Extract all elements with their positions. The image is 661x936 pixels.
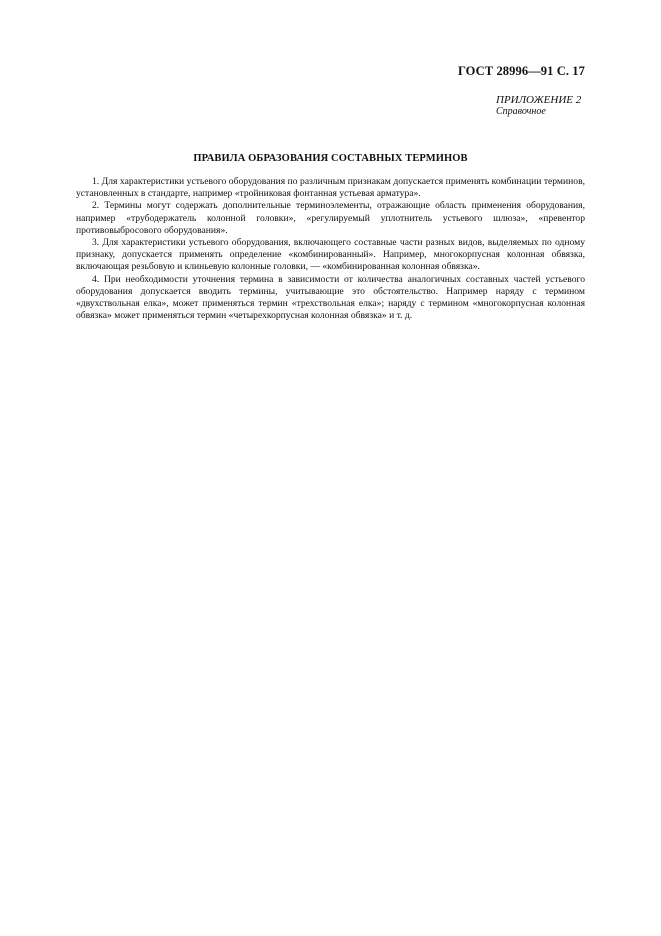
paragraph-2: 2. Термины могут содержать дополнительные терминоэлементы, отражающие область применения оборудования, например «трубодержатель колонной головки», «регулируемый уплотнитель устьевого шлюза», «превентор противовыбросового оборудования». (76, 200, 585, 236)
appendix-kind: Справочное (496, 106, 546, 117)
appendix-label-block (496, 94, 581, 118)
paragraph-3: 3. Для характеристики устьевого оборудования, включающего составные части разных видов, выделяемых по одному признаку, допускается применять определение «комбинированный». Например, многокорпусная колонная обвязка, включающая резьбовую и клиньевую колонные головки, — «комбинированная колонная обвязка». (76, 237, 585, 273)
standard-page-header: ГОСТ 28996—91 С. 17 (457, 64, 585, 78)
appendix-number: ПРИЛОЖЕНИЕ 2 (496, 94, 582, 106)
section-title: ПРАВИЛА ОБРАЗОВАНИЯ СОСТАВНЫХ ТЕРМИНОВ (193, 153, 468, 164)
paragraph-4: 4. При необходимости уточнения термина в зависимости от количества аналогичных составных частей устьевого оборудования допускается вводить термины, учитывающие это обстоятельство. Например наряду с термином «двухствольная елка», может применяться термин «трехствольная елка»; наряду с термином «многокорпусная колонная обвязка» может применяться термин «четырехкорпусная колонная обвязка» и т. д. (76, 273, 585, 322)
body-text (76, 176, 585, 322)
paragraph-1: 1. Для характеристики устьевого оборудования по различным признакам допускается применять комбинации терминов, установленных в стандарте, например «тройниковая фонтанная устьевая арматура». (76, 176, 585, 200)
